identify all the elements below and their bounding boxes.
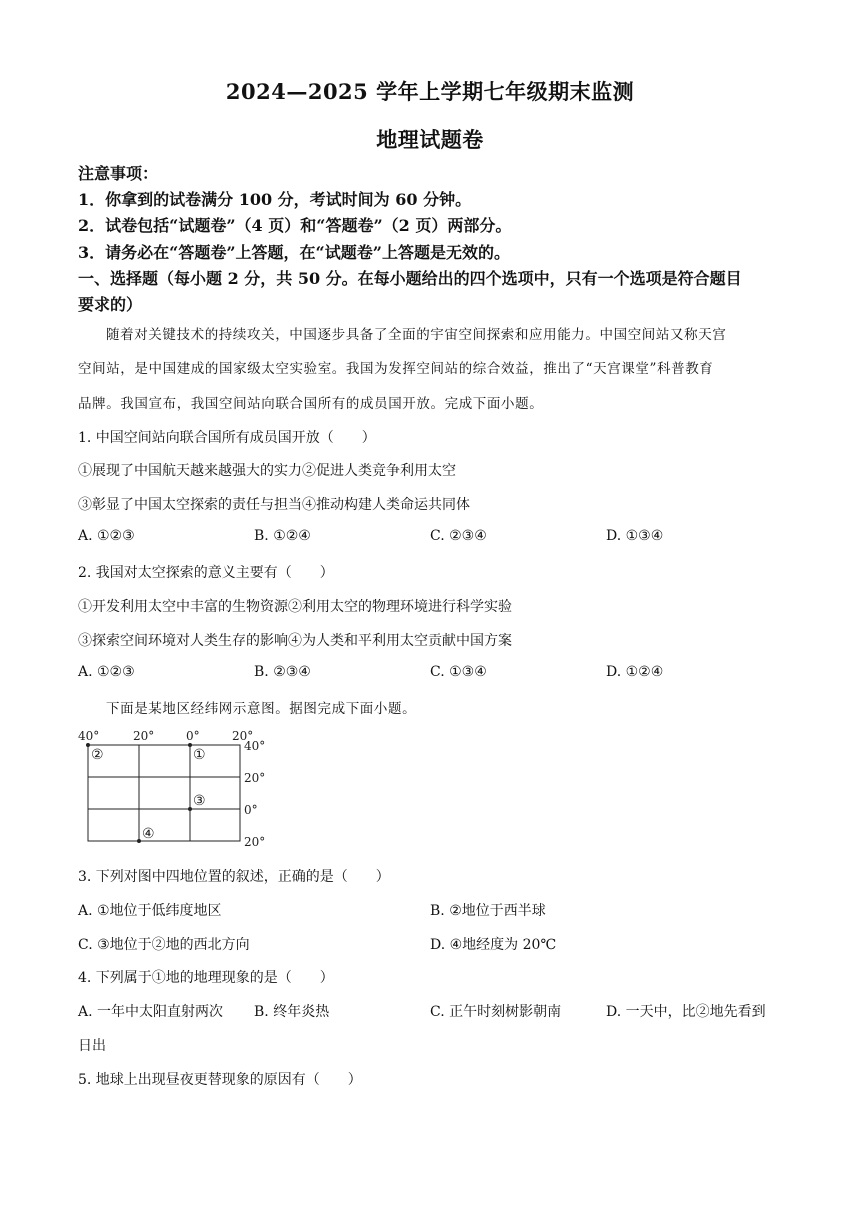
lon-label-0: 0° (186, 729, 200, 743)
point-3-dot (188, 807, 192, 811)
point-1-dot (188, 743, 192, 747)
page-title: 2024—2025 学年上学期七年级期末监测 (225, 79, 635, 104)
q2-option-d[interactable]: D. ①②④ (606, 664, 664, 680)
point-4-label: ④ (142, 826, 155, 842)
q2-option-c[interactable]: C. ①③④ (430, 664, 487, 680)
passage1-line2: 空间站，是中国建成的国家级太空实验室。我国为发挥空间站的综合效益，推出了“天宫课堂”科普教育 (78, 361, 714, 377)
q1-option-d[interactable]: D. ①③④ (606, 528, 664, 544)
lat-label-20s: 20° (244, 835, 266, 849)
q3-option-d[interactable]: D. ④地经度为 20℃ (430, 937, 557, 953)
q4-stem: 4. 下列属于①地的地理现象的是（ ） (78, 970, 334, 986)
lon-label-20e: 20° (232, 729, 254, 743)
q3-option-b[interactable]: B. ②地位于西半球 (430, 903, 546, 919)
passage2: 下面是某地区经纬网示意图。据图完成下面小题。 (106, 701, 417, 717)
section-heading-line2: 要求的） (78, 295, 143, 314)
notice-item-2: 2．试卷包括“试题卷”（4 页）和“答题卷”（2 页）两部分。 (78, 216, 512, 235)
q1-option-c[interactable]: C. ②③④ (430, 528, 487, 544)
q2-option-a[interactable]: A. ①②③ (78, 664, 135, 680)
q4-option-d-wrap: 日出 (78, 1038, 106, 1054)
q3-option-c[interactable]: C. ③地位于②地的西北方向 (78, 937, 250, 953)
grid-border (88, 745, 240, 841)
point-1-label: ① (193, 747, 206, 763)
point-3-label: ③ (193, 793, 206, 809)
q2-option-b[interactable]: B. ②③④ (254, 664, 311, 680)
q3-option-a[interactable]: A. ①地位于低纬度地区 (78, 903, 222, 919)
lat-lon-grid-map (78, 727, 278, 852)
lon-label-20w: 20° (133, 729, 155, 743)
grid-map-svg (78, 727, 278, 852)
q1-stem: 1. 中国空间站向联合国所有成员国开放（ ） (78, 430, 376, 446)
q1-statement-line1: ①展现了中国航天越来越强大的实力②促进人类竞争利用太空 (78, 463, 456, 479)
point-2-dot (86, 743, 90, 747)
q2-stem: 2. 我国对太空探索的意义主要有（ ） (78, 565, 334, 581)
passage1-line1: 随着对关键技术的持续攻关，中国逐步具备了全面的宇宙空间探索和应用能力。中国空间站又称天宫 (106, 327, 727, 343)
q4-option-b[interactable]: B. 终年炎热 (254, 1004, 330, 1020)
page-subtitle: 地理试题卷 (376, 127, 484, 152)
q4-option-d[interactable]: D. 一天中，比②地先看到 (606, 1004, 766, 1020)
point-4-dot (137, 839, 141, 843)
q1-option-b[interactable]: B. ①②④ (254, 528, 311, 544)
q5-stem: 5. 地球上出现昼夜更替现象的原因有（ ） (78, 1072, 362, 1088)
lon-label-40w: 40° (78, 729, 100, 743)
q1-statement-line2: ③彰显了中国太空探索的责任与担当④推动构建人类命运共同体 (78, 497, 470, 513)
lat-label-20n: 20° (244, 771, 266, 785)
notice-item-1: 1．你拿到的试卷满分 100 分，考试时间为 60 分钟。 (78, 190, 472, 209)
q4-option-c[interactable]: C. 正午时刻树影朝南 (430, 1004, 562, 1020)
lat-label-40n: 40° (244, 739, 266, 753)
passage1-line3: 品牌。我国宣布，我国空间站向联合国所有的成员国开放。完成下面小题。 (78, 396, 544, 412)
notice-heading: 注意事项： (78, 164, 159, 183)
section-heading-line1: 一、选择题（每小题 2 分，共 50 分。在每小题给出的四个选项中，只有一个选项是符合题目 (78, 269, 742, 288)
point-2-label: ② (91, 747, 104, 763)
lat-label-0: 0° (244, 803, 258, 817)
q1-option-a[interactable]: A. ①②③ (78, 528, 135, 544)
q3-stem: 3. 下列对图中四地位置的叙述，正确的是（ ） (78, 869, 390, 885)
q2-statement-line2: ③探索空间环境对人类生存的影响④为人类和平利用太空贡献中国方案 (78, 633, 512, 649)
grid-lines (88, 745, 240, 841)
q4-option-a[interactable]: A. 一年中太阳直射两次 (78, 1004, 224, 1020)
notice-item-3: 3．请务必在“答题卷”上答题，在“试题卷”上答题是无效的。 (78, 243, 510, 262)
q2-statement-line1: ①开发利用太空中丰富的生物资源②利用太空的物理环境进行科学实验 (78, 599, 512, 615)
